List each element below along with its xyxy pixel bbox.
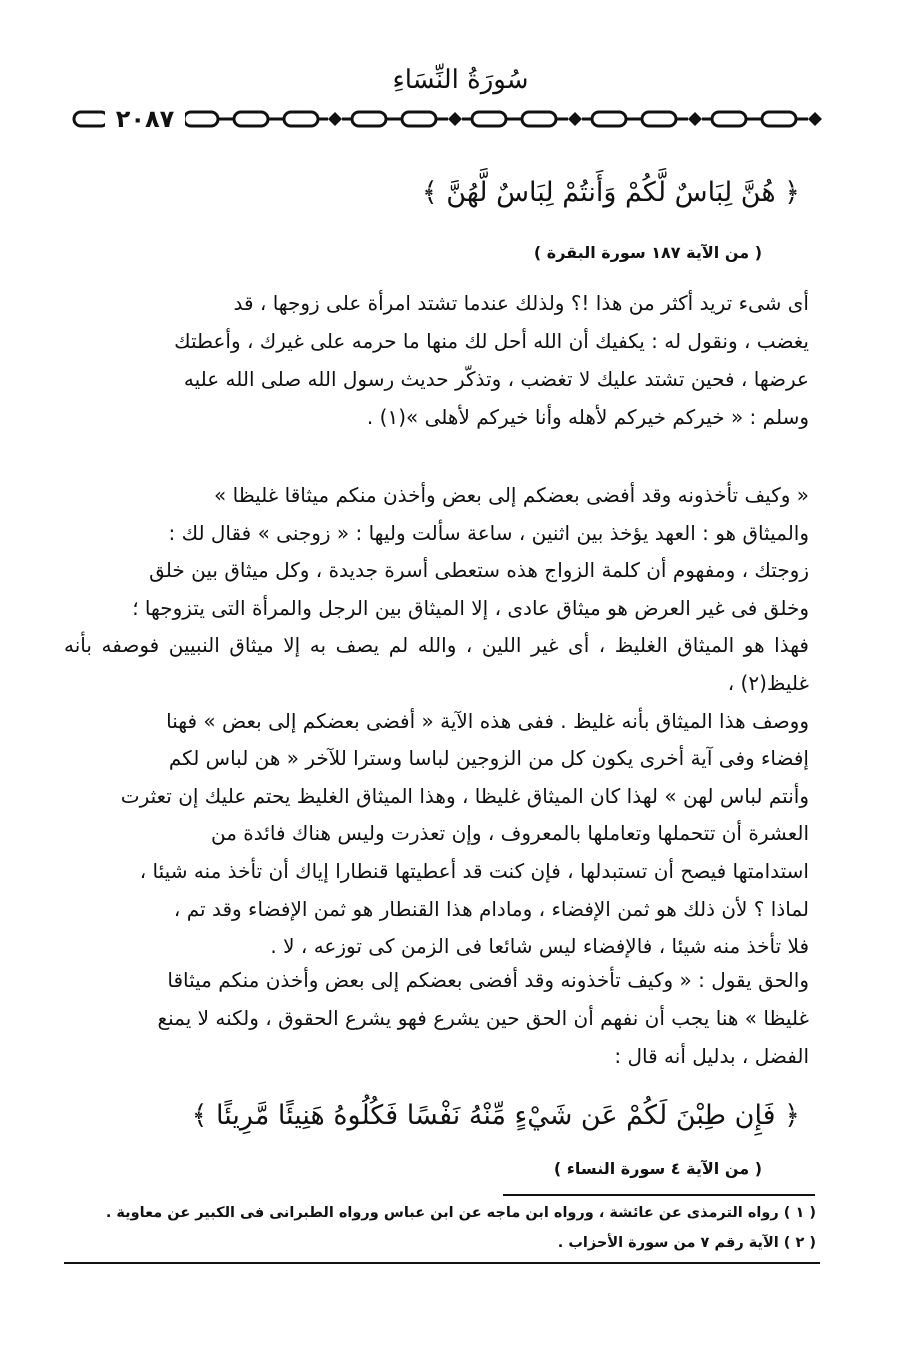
decorative-border-icon	[72, 106, 829, 132]
text-line: والحق يقول : « وكيف تأخذونه وقد أفضى بعضكم إلى بعض وأخذن منكم ميثاقا	[167, 968, 809, 992]
text-line: لماذا ؟ لأن ذلك هو ثمن الإفضاء ، ومادام هذا القنطار هو ثمن الإفضاء وقد تم ،	[173, 896, 809, 921]
text-line: استدامتها فيصح أن تستبدلها ، فإن كنت قد أعطيتها قنطارا إياك أن تأخذ منه شيئا ،	[139, 858, 809, 883]
quran-verse: ﴿ فَإِن طِبْنَ لَكُمْ عَن شَيْءٍ مِّنْهُ نَفْسًا فَكُلُوهُ هَنِيئًا مَّرِيئًا ﴾	[191, 1100, 800, 1131]
text-line: وأنتم لباس لهن » لهذا كان الميثاق غليظا ، وهذا الميثاق الغليظ يحتم عليك إن تعثرت	[120, 783, 809, 808]
quran-verse: ﴿ هُنَّ لِبَاسٌ لَّكُمْ وَأَنتُمْ لِبَاسٌ لَّهُنَّ ﴾	[421, 177, 800, 208]
text-line: أى شىء تريد أكثر من هذا !؟ ولذلك عندما تشتد امرأة على زوجها ، قد	[233, 291, 809, 315]
footnotes	[64, 1198, 816, 1258]
footnote: ( ١ ) رواه الترمذى عن عائشة ، ورواه ابن ماجه عن ابن عباس ورواه الطبرانى فى الكبير عن معاوية .	[105, 1205, 816, 1221]
paragraph	[64, 477, 809, 966]
verse-source: ( من الآية ٤ سورة النساء )	[553, 1159, 762, 1178]
footnote-divider	[503, 1194, 815, 1196]
text-line: العشرة أن تتحملها وتعاملها بالمعروف ، وإن تعذرت وليس هناك فائدة من	[211, 821, 809, 846]
surah-title: سُورَةُ النِّسَاءِ	[392, 65, 529, 95]
text-line: إفضاء وفى آية أخرى يكون كل من الزوجين لباسا وسترا للآخر « هن لباس لكم	[168, 746, 809, 771]
text-line: وخلق فى غير العرض هو ميثاق عادى ، إلا الميثاق بين الرجل والمرأة التى يتزوجها ؛	[132, 595, 809, 620]
text-line: زوجتك ، ومفهوم أن كلمة الزواج هذه ستعطى أسرة جديدة ، وكل ميثاق بين خلق	[149, 558, 809, 583]
text-line: يغضب ، ونقول له : يكفيك أن الله أحل لك منها ما حرمه على غيرك ، وأعطتك	[174, 329, 809, 353]
text-line: الفضل ، بدليل أنه قال :	[614, 1044, 809, 1068]
footnote: ( ٢ ) الآية رقم ٧ من سورة الأحزاب .	[557, 1235, 816, 1251]
paragraph	[64, 961, 809, 1075]
text-line: عرضها ، فحين تشتد عليك لا تغضب ، وتذكّر حديث رسول الله صلى الله عليه	[183, 367, 809, 391]
paragraph	[64, 284, 809, 436]
text-line: وسلم : « خيركم خيركم لأهله وأنا خيركم لأهلى »(١) .	[366, 405, 809, 429]
text-line: غليظا » هنا يجب أن نفهم أن الحق حين يشرع فهو يشرع الحقوق ، ولكنه لا يمنع	[157, 1006, 809, 1030]
text-line: والميثاق هو : العهد يؤخذ بين اثنين ، ساعة سألت وليها : « زوجنى » فقال لك :	[168, 520, 809, 545]
text-line: « وكيف تأخذونه وقد أفضى بعضكم إلى بعض وأخذن منكم ميثاقا غليظا »	[214, 483, 809, 507]
text-line: ووصف هذا الميثاق بأنه غليظ . ففى هذه الآية « أفضى بعضكم إلى بعض » فهنا	[166, 708, 809, 733]
text-line: فلا تأخذ منه شيئا ، فالإفضاء ليس شائعا فى الزمن كى توزعه ، لا .	[270, 934, 809, 959]
verse-source: ( من الآية ١٨٧ سورة البقرة )	[533, 243, 762, 262]
page-bottom-rule	[64, 1262, 820, 1264]
text-line: فهذا هو الميثاق الغليظ ، أى غير اللين ، والله لم يصف به إلا ميثاق النبيين فوصفه بأنه غليظ(٢) ،	[64, 633, 809, 695]
page-number: ٢٠٨٧	[105, 104, 185, 134]
